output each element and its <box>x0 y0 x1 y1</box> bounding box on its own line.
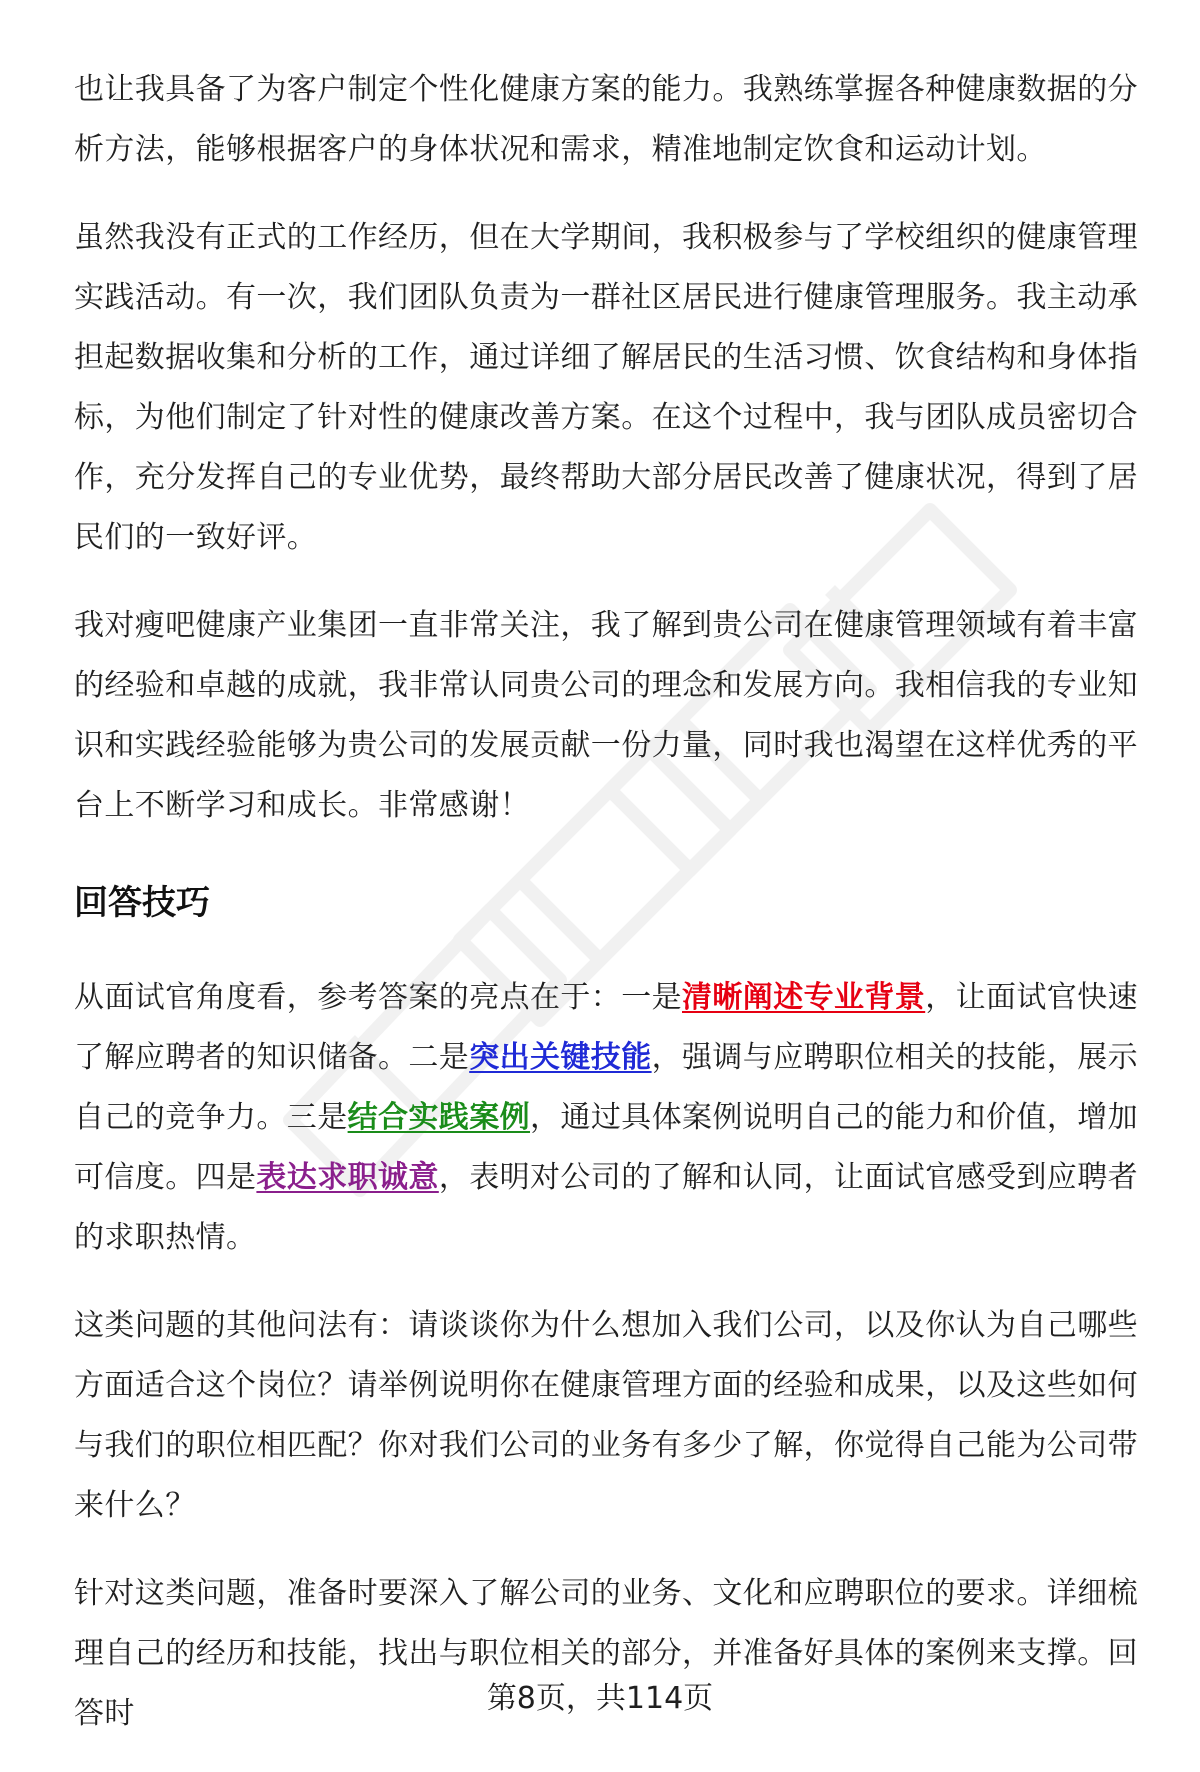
paragraph-background-skills: 也让我具备了为客户制定个性化健康方案的能力。我熟练掌握各种健康数据的分析方法，能够根据客户的身体状况和需求，精准地制定饮食和运动计划。 <box>74 72 1138 167</box>
tips-text-2: ，让面试官快速了解应聘者的知识储备。二是 <box>74 980 1139 1075</box>
paragraph-practice-experience: 虽然我没有正式的工作经历，但在大学期间，我积极参与了学校组织的健康管理实践活动。有一次，我们团队负责为一群社区居民进行健康管理服务。我主动承担起数据收集和分析的工作，通过详细了解居民的生活习惯、饮食结构和身体指标，为他们制定了针对性的健康改善方案。在这个过程中，我与团队成员密切合作，充分发挥自己的专业优势，最终帮助大部分居民改善了健康状况，得到了居民们的一致好评。 <box>74 220 1138 555</box>
highlight-job-sincerity: 表达求职诚意 <box>256 1160 439 1195</box>
tips-text-1: 从面试官角度看，参考答案的亮点在于：一是 <box>74 980 682 1015</box>
tips-text-3: ，强调与应聘职位相关的技能，展示自己的竞争力。三是 <box>74 1040 1139 1135</box>
page-footer: 第8页，共114页 <box>486 1681 714 1716</box>
tips-text-4: ，通过具体案例说明自己的能力和价值，增加可信度。四是 <box>74 1100 1139 1195</box>
tips-text-5: ，表明对公司的了解和认同，让面试官感受到应聘者的求职热情。 <box>74 1160 1139 1255</box>
paragraph-other-questions: 这类问题的其他问法有：请谈谈你为什么想加入我们公司，以及你认为自己哪些方面适合这个岗位？请举例说明你在健康管理方面的经验和成果，以及这些如何与我们的职位相匹配？你对我们公司的业务有多少了解，你觉得自己能为公司带来什么？ <box>74 1308 1138 1523</box>
highlight-professional-background: 清晰阐述专业背景 <box>682 980 926 1015</box>
paragraph-answer-highlights <box>74 968 1138 1268</box>
paragraph-preparation: 针对这类问题，准备时要深入了解公司的业务、文化和应聘职位的要求。详细梳理自己的经历和技能，找出与职位相关的部分，并准备好具体的案例来支撑。回答时 <box>74 1576 1138 1731</box>
section-heading-answer-tips: 回答技巧 <box>74 883 210 923</box>
highlight-key-skills: 突出关键技能 <box>469 1040 652 1075</box>
document-page <box>74 60 1138 1772</box>
highlight-practice-cases: 结合实践案例 <box>347 1100 531 1135</box>
paragraph-company-motivation: 我对瘦吧健康产业集团一直非常关注，我了解到贵公司在健康管理领域有着丰富的经验和卓越的成就，我非常认同贵公司的理念和发展方向。我相信我的专业知识和实践经验能够为贵公司的发展贡献一份力量，同时我也渴望在这样优秀的平台上不断学习和成长。非常感谢！ <box>74 608 1138 823</box>
